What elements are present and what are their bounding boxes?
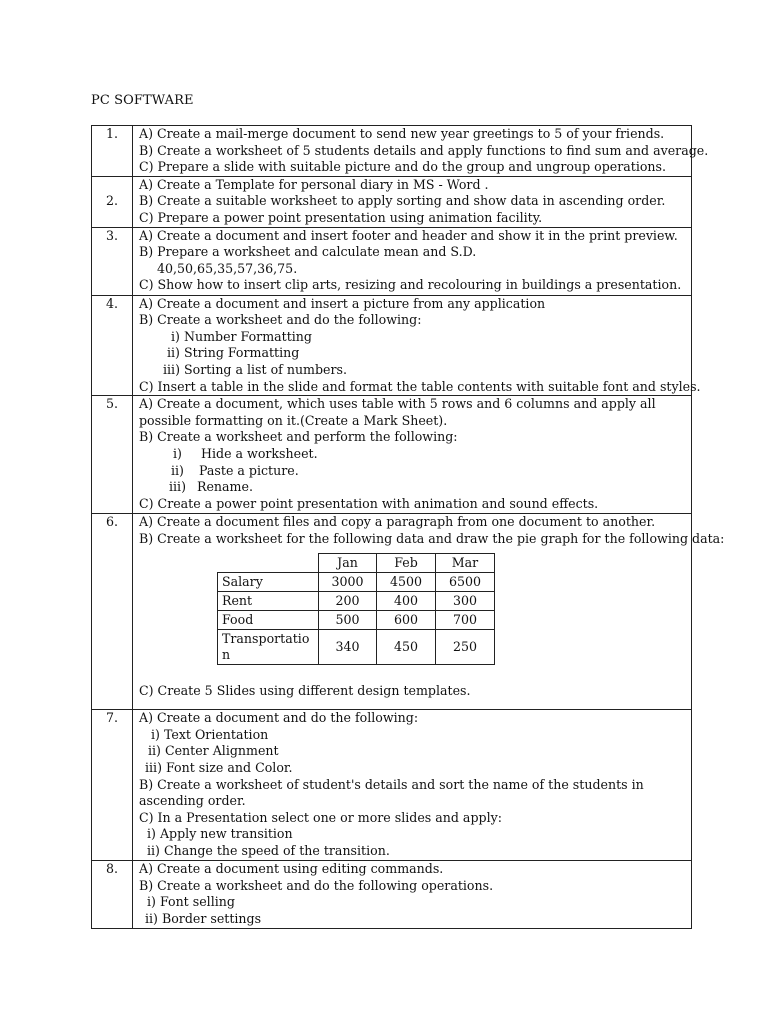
row-content (133, 126, 709, 177)
data-row (218, 630, 495, 665)
task-subitem (139, 463, 687, 480)
task-line: A) Create a document using editing commands. (139, 861, 444, 877)
task-line: B) Create a worksheet and do the following operations. (139, 877, 494, 893)
row-content (133, 710, 692, 861)
task-line: B) Create a suitable worksheet to apply sorting and show data in ascending order. (139, 193, 666, 209)
row-content (133, 514, 725, 710)
header-cell: Mar (436, 554, 495, 573)
table-row (92, 514, 692, 710)
task-line: B) Create a worksheet for the following data and draw the pie graph for the following data: (139, 530, 725, 546)
task-line: ii) Border settings (145, 910, 262, 926)
task-line: i) Apply new transition (147, 826, 293, 842)
header-cell (218, 554, 319, 573)
task-line: iii) Font size and Color. (145, 759, 293, 775)
task-line: A) Create a mail-merge document to send new year greetings to 5 of your friends. (139, 126, 665, 141)
row-label: Rent (218, 592, 319, 611)
row-number: 6. (92, 514, 133, 710)
task-line: iii) Sorting a list of numbers. (163, 361, 347, 377)
row-label: Salary (218, 573, 319, 592)
data-cell: 3000 (319, 573, 377, 592)
row-label: Food (218, 611, 319, 630)
data-cell: 600 (377, 611, 436, 630)
table-row (92, 176, 692, 227)
subitem-text: Rename. (197, 479, 253, 495)
task-line: A) Create a document and insert footer and header and show it in the print preview. (139, 227, 678, 243)
data-cell: 300 (436, 592, 495, 611)
roman-numeral: ii) (171, 462, 184, 478)
expense-data-table (217, 553, 495, 665)
row-number: 8. (92, 861, 133, 928)
task-line: i) Number Formatting (171, 328, 312, 344)
header-cell: Jan (319, 554, 377, 573)
task-line: C) In a Presentation select one or more slides and apply: (139, 809, 502, 825)
task-line: C) Prepare a power point presentation using animation facility. (139, 209, 543, 225)
task-line: B) Prepare a worksheet and calculate mean and S.D. (139, 244, 477, 260)
table-row (92, 396, 692, 514)
task-line: i) Text Orientation (151, 726, 269, 742)
task-subitem (139, 446, 687, 463)
task-line: A) Create a Template for personal diary in MS - Word . (139, 176, 489, 192)
task-line: B) Create a worksheet of student's details and sort the name of the students in ascending order. (139, 776, 644, 809)
data-row (218, 592, 495, 611)
row-label: Transportatio n (218, 630, 319, 665)
task-line: ii) Center Alignment (148, 743, 279, 759)
data-cell: 6500 (436, 573, 495, 592)
task-line: C) Prepare a slide with suitable picture and do the group and ungroup operations. (139, 159, 667, 175)
task-line: A) Create a document and insert a picture from any application (139, 295, 546, 311)
header-cell: Feb (377, 554, 436, 573)
data-cell: 700 (436, 611, 495, 630)
table-row (92, 861, 692, 928)
table-row (92, 126, 692, 177)
page-title: PC SOFTWARE (91, 93, 194, 108)
row-number: 2. (92, 176, 133, 227)
row-number: 3. (92, 227, 133, 295)
row-number: 1. (92, 126, 133, 177)
task-line: A) Create a document and do the following: (139, 710, 419, 726)
data-cell: 250 (436, 630, 495, 665)
table-row (92, 295, 692, 396)
task-line: i) Font selling (147, 894, 235, 910)
task-subitem (139, 479, 687, 496)
row-content (133, 861, 692, 928)
task-line: B) Create a worksheet of 5 students details and apply functions to find sum and average. (139, 142, 709, 158)
data-cell: 4500 (377, 573, 436, 592)
task-line: ii) Change the speed of the transition. (147, 842, 390, 858)
roman-numeral: i) (173, 445, 182, 461)
data-cell: 400 (377, 592, 436, 611)
task-line: C) Create a power point presentation with animation and sound effects. (139, 495, 599, 511)
data-cell: 450 (377, 630, 436, 665)
task-line: A) Create a document files and copy a paragraph from one document to another. (139, 514, 656, 530)
data-row (218, 611, 495, 630)
roman-numeral: iii) (169, 479, 186, 495)
row-content (133, 295, 701, 396)
task-line: C) Insert a table in the slide and format the table contents with suitable font and styles. (139, 378, 701, 394)
data-cell: 200 (319, 592, 377, 611)
table-row (92, 227, 692, 295)
task-line: C) Show how to insert clip arts, resizing and recolouring in buildings a presentation. (139, 277, 682, 293)
subitem-text: Paste a picture. (199, 462, 299, 478)
data-header-row (218, 554, 495, 573)
row-content (133, 176, 692, 227)
task-line: ii) String Formatting (167, 345, 300, 361)
row-content (133, 227, 692, 295)
task-line: A) Create a document, which uses table with 5 rows and 6 columns and apply all possible formatting on it.(Create a Mark Sheet). (139, 396, 656, 428)
row-number: 5. (92, 396, 133, 514)
table-row (92, 710, 692, 861)
task-line: B) Create a worksheet and do the following: (139, 312, 422, 328)
data-row (218, 573, 495, 592)
subitem-text: Hide a worksheet. (201, 445, 318, 461)
task-line: 40,50,65,35,57,36,75. (157, 260, 298, 276)
exercise-table (91, 125, 725, 929)
data-cell: 340 (319, 630, 377, 665)
row-content (133, 396, 692, 514)
row-number: 7. (92, 710, 133, 861)
data-cell: 500 (319, 611, 377, 630)
task-line: C) Create 5 Slides using different design templates. (139, 683, 471, 699)
task-line: B) Create a worksheet and perform the following: (139, 429, 458, 445)
row-number: 4. (92, 295, 133, 396)
